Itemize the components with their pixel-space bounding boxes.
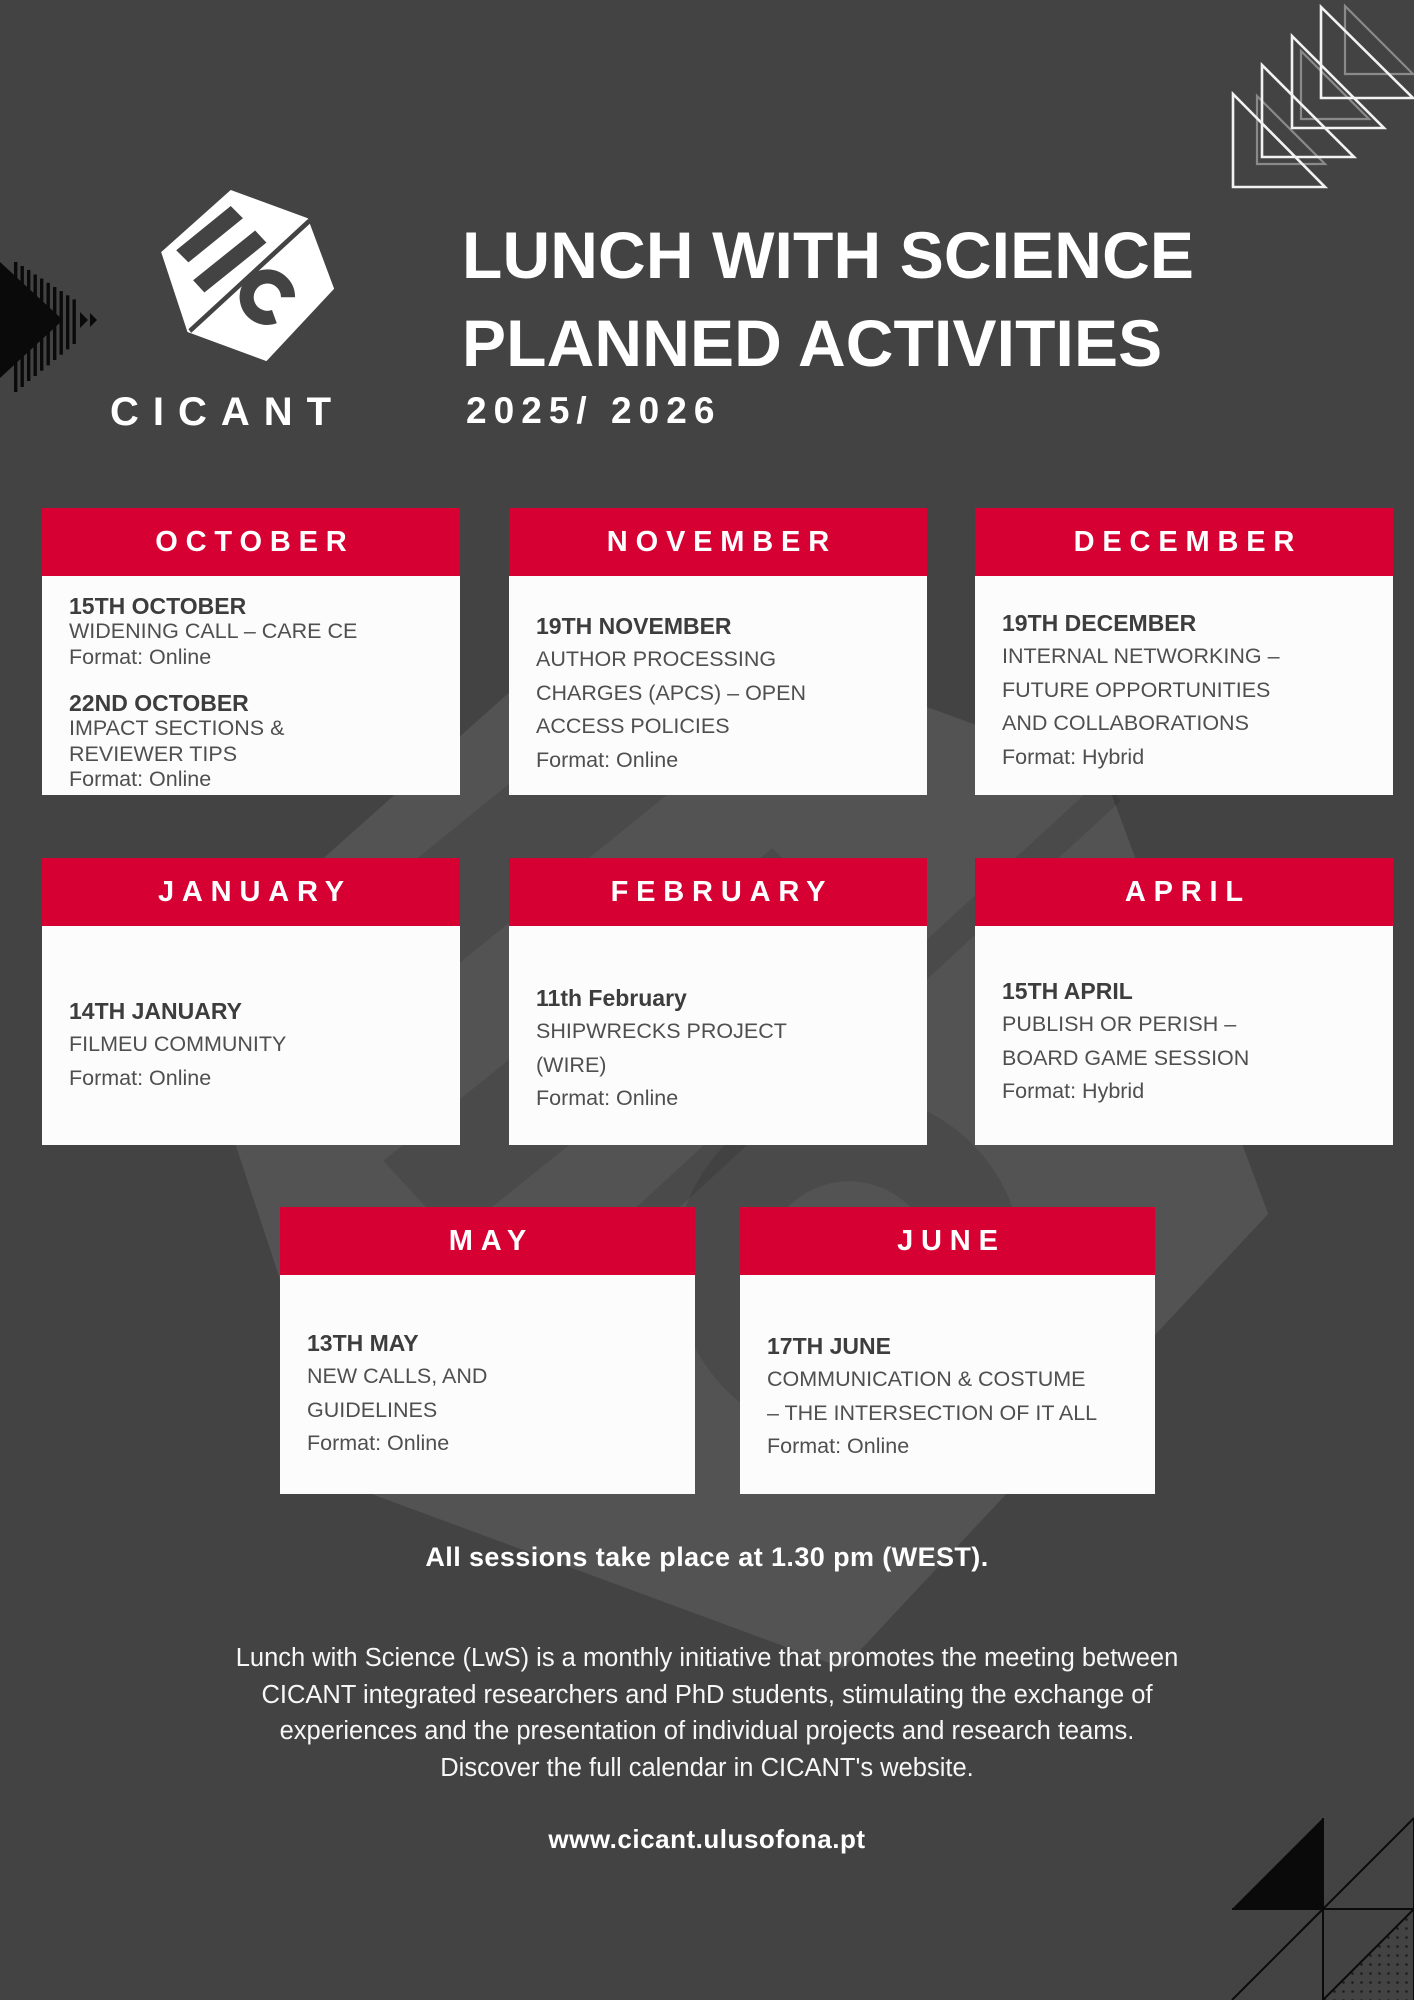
event-date: 17TH JUNE	[767, 1333, 891, 1359]
event-date: 15TH APRIL	[1002, 978, 1133, 1004]
event-title: INTERNAL NETWORKING –	[1002, 644, 1280, 668]
month-header	[42, 508, 460, 576]
month-header	[280, 1207, 695, 1275]
month-events	[509, 576, 927, 777]
month-card-may	[280, 1207, 695, 1494]
month-label: FEBRUARY	[610, 875, 834, 908]
event-date: 22ND OCTOBER	[69, 690, 249, 716]
event-title: AND COLLABORATIONS	[1002, 711, 1249, 735]
event	[1002, 974, 1371, 1109]
description-line: Lunch with Science (LwS) is a monthly initiative that promotes the meeting between	[235, 1644, 1179, 1672]
month-card-april	[975, 858, 1393, 1145]
description-line: CICANT integrated researchers and PhD students, stimulating the exchange of	[261, 1680, 1153, 1709]
event	[1002, 606, 1371, 774]
month-card-january	[42, 858, 460, 1145]
month-header	[975, 508, 1393, 576]
event-title: (WIRE)	[536, 1052, 607, 1077]
month-card-october	[42, 508, 460, 795]
event	[536, 609, 905, 777]
event-format: Format: Online	[536, 1086, 679, 1110]
event-title: ACCESS POLICIES	[536, 714, 730, 738]
event-format: Format: Online	[307, 1431, 450, 1455]
event-title: IMPACT SECTIONS &	[69, 716, 285, 740]
month-card-june	[740, 1207, 1155, 1494]
event	[69, 994, 438, 1095]
event-title: PUBLISH OR PERISH –	[1002, 1012, 1237, 1036]
event-title: CHARGES (APCS) – OPEN	[536, 680, 806, 705]
month-label: DECEMBER	[1073, 525, 1303, 558]
event-title: AUTHOR PROCESSING	[536, 647, 777, 671]
event-format: Format: Online	[69, 644, 212, 669]
event-title: WIDENING CALL – CARE CE	[69, 619, 358, 643]
event	[69, 690, 438, 793]
event-date: 13TH MAY	[307, 1330, 419, 1356]
event-date: 11th February	[536, 985, 687, 1011]
event-title: FILMEU COMMUNITY	[69, 1032, 287, 1056]
event-title: NEW CALLS, AND	[307, 1364, 488, 1388]
month-header	[42, 858, 460, 926]
event-title: REVIEWER TIPS	[69, 741, 238, 766]
event-title: BOARD GAME SESSION	[1002, 1045, 1250, 1070]
month-events	[509, 926, 927, 1116]
initiative-description	[0, 1640, 1414, 1786]
month-header	[509, 508, 927, 576]
month-events	[975, 926, 1393, 1109]
month-events	[975, 576, 1393, 774]
month-label: APRIL	[1124, 875, 1251, 908]
month-label: MAY	[448, 1224, 535, 1257]
event-title: GUIDELINES	[307, 1397, 438, 1422]
month-events	[740, 1275, 1155, 1464]
month-events	[42, 926, 460, 1095]
month-events	[280, 1275, 695, 1461]
event-format: Format: Online	[69, 767, 212, 791]
event	[69, 593, 438, 670]
description-line: Discover the full calendar in CICANT's website.	[440, 1753, 974, 1782]
event-date: 19TH NOVEMBER	[536, 613, 732, 639]
month-header	[740, 1207, 1155, 1275]
website-url: www.cicant.ulusofona.pt	[548, 1824, 866, 1854]
description-line: experiences and the presentation of individual projects and research teams.	[279, 1717, 1135, 1745]
page-title-line2: PLANNED ACTIVITIES	[462, 306, 1163, 380]
event-format: Format: Online	[767, 1434, 910, 1458]
month-card-november	[509, 508, 927, 795]
event	[536, 981, 905, 1116]
month-events	[42, 576, 460, 793]
cicant-wordmark: CICANT	[110, 390, 346, 434]
sessions-time-note: All sessions take place at 1.30 pm (WEST).	[425, 1542, 989, 1572]
event-title: – THE INTERSECTION OF IT ALL	[767, 1400, 1098, 1425]
page-subtitle-years: 2025/ 2026	[466, 390, 722, 431]
month-header	[509, 858, 927, 926]
event-date: 14TH JANUARY	[69, 998, 242, 1024]
event-date: 15TH OCTOBER	[69, 593, 247, 619]
month-label: OCTOBER	[155, 525, 355, 558]
month-label: JANUARY	[157, 875, 352, 908]
month-card-february	[509, 858, 927, 1145]
event-title: FUTURE OPPORTUNITIES	[1002, 677, 1271, 702]
event-title: COMMUNICATION & COSTUME	[767, 1367, 1086, 1391]
event-format: Format: Online	[69, 1065, 212, 1090]
event	[307, 1326, 673, 1461]
page-title-line1: LUNCH WITH SCIENCE	[462, 218, 1195, 292]
month-label: NOVEMBER	[606, 525, 838, 558]
month-header	[975, 858, 1393, 926]
event-date: 19TH DECEMBER	[1002, 610, 1197, 636]
event-format: Format: Hybrid	[1002, 744, 1145, 769]
event-format: Format: Hybrid	[1002, 1079, 1145, 1103]
event-title: SHIPWRECKS PROJECT	[536, 1019, 787, 1043]
month-label: JUNE	[897, 1224, 1006, 1257]
event	[767, 1329, 1133, 1464]
event-format: Format: Online	[536, 747, 679, 772]
month-card-december	[975, 508, 1393, 795]
